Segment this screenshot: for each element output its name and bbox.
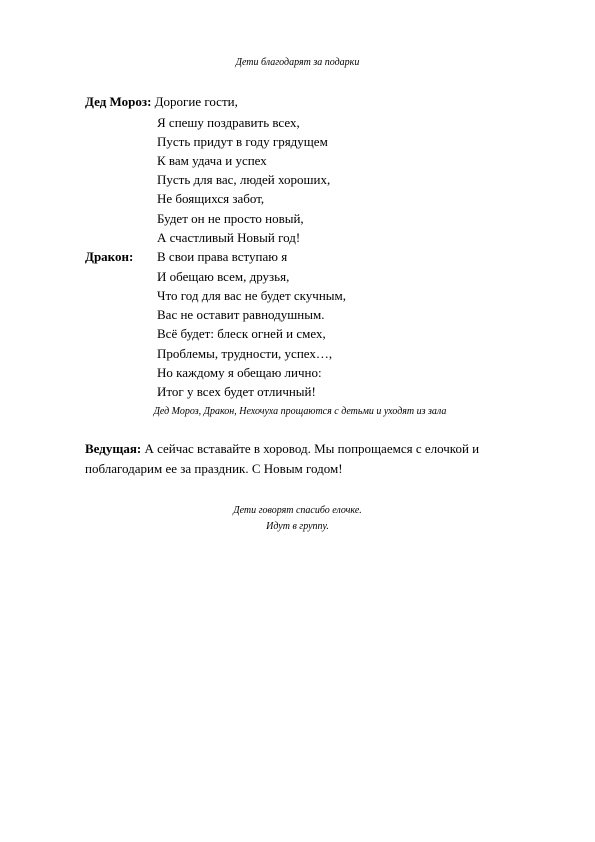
ded-moroz-line-1 [85,94,238,110]
verse-line: Дорогие гости, [154,94,238,109]
vedushchaya-line-2: поблагодарим ее за праздник. С Новым годом! [85,461,343,476]
verse-line: Я спешу поздравить всех, [157,115,300,130]
stage-direction-end-1: Дети говорят спасибо елочке. [233,505,362,516]
verse-line: И обещаю всем, друзья, [157,269,290,284]
verse-line: Пусть для вас, людей хороших, [157,172,331,187]
verse-line: Пусть придут в году грядущем [157,134,328,149]
speaker-ded-moroz: Дед Мороз: [85,94,152,109]
stage-direction-top: Дети благодарят за подарки [235,57,360,68]
verse-line: В свои права вступаю я [157,249,288,264]
verse-line: Проблемы, трудности, успех…, [157,346,333,361]
verse-line: Не боящихся забот, [157,191,265,206]
verse-line: Что год для вас не будет скучным, [157,288,346,303]
verse-line: К вам удача и успех [157,153,267,168]
stage-direction-exit: Дед Мороз, Дракон, Нехочуха прощаются с детьми и уходят из зала [153,406,447,417]
verse-line: А счастливый Новый год! [157,230,301,245]
speaker-vedushchaya: Ведущая: [85,441,142,456]
vedushchaya-line-1 [85,441,479,457]
verse-line: Но каждому я обещаю лично: [157,365,322,380]
verse-line: Всё будет: блеск огней и смех, [157,326,326,341]
stage-direction-end-2: Идут в группу. [266,521,329,532]
verse-line: Будет он не просто новый, [157,211,304,226]
speech-text: А сейчас вставайте в хоровод. Мы попрощаемся с елочкой и [141,441,480,456]
verse-line: Итог у всех будет отличный! [157,384,316,399]
verse-line: Вас не оставит равнодушным. [157,307,325,322]
speaker-drakon: Дракон: [85,249,134,264]
